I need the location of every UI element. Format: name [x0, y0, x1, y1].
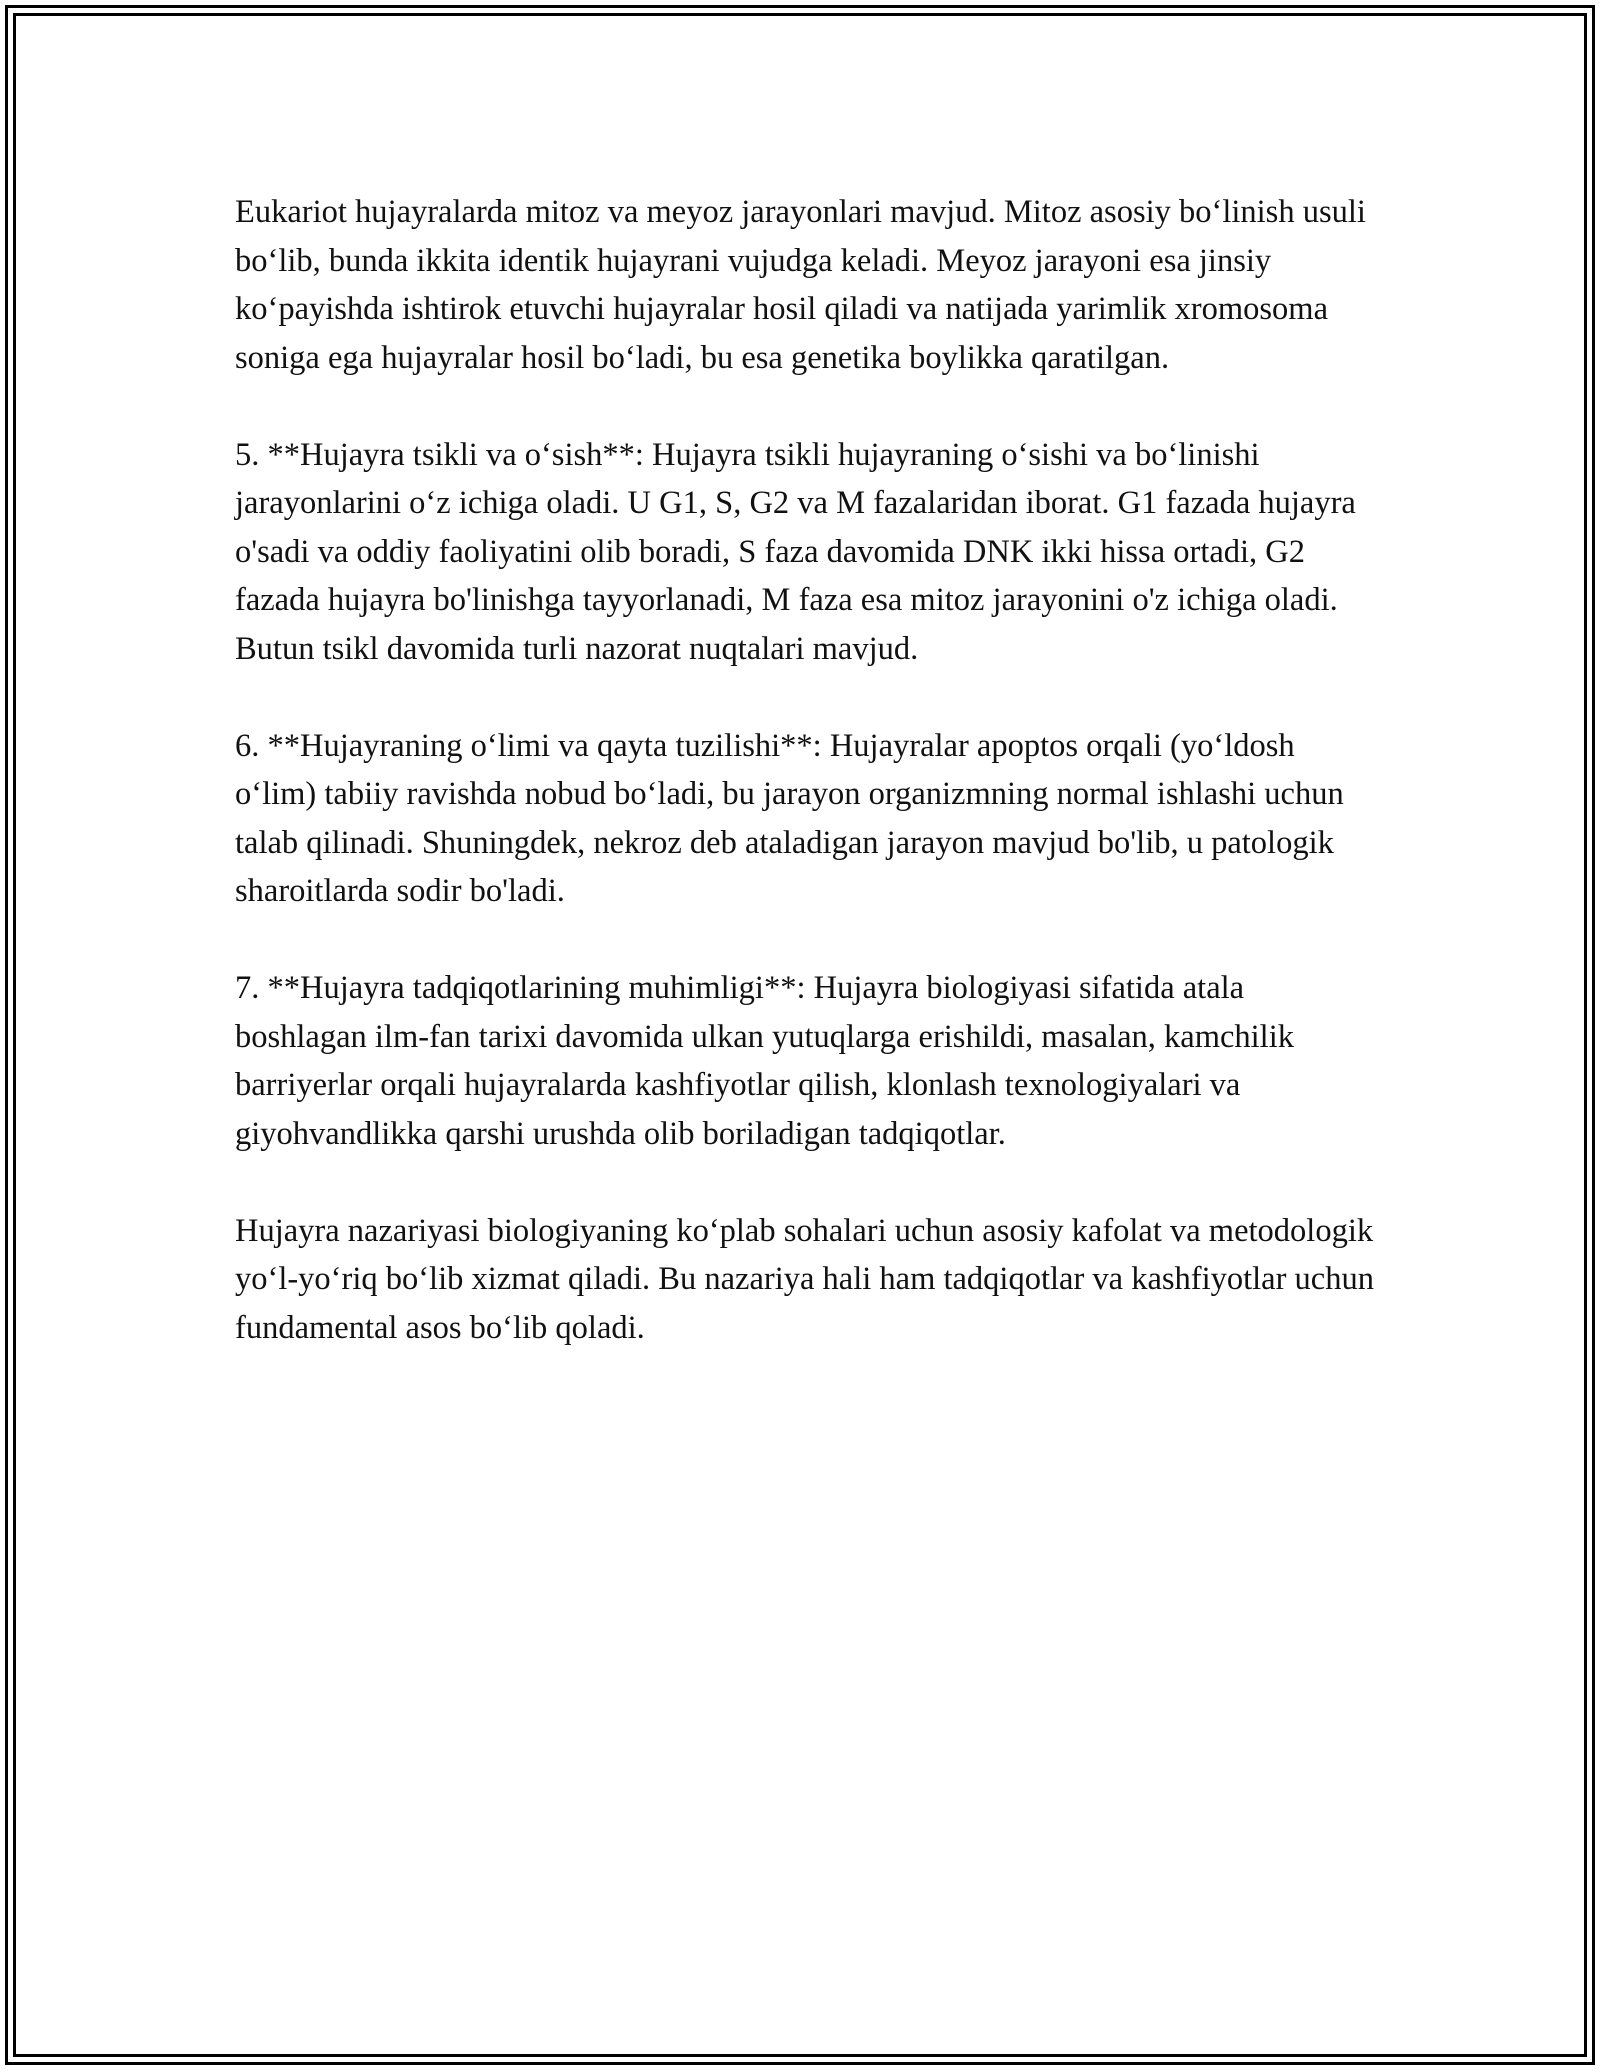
- paragraph-research-importance: 7. **Hujayra tadqiqotlarining muhimligi**: Hujayra biologiyasi sifatida atala boshlagan ilm-fan tarixi davomida ulkan yutuqlarga erishildi, masalan, kamchilik barriyerlar orqali hujayralarda kashfiyotlar qilish, klonlash texnologiyalari va giyohvandlikka qarshi urushda olib boriladigan tadqiqotlar.: [235, 970, 1294, 1152]
- paragraph-cell-cycle: 5. **Hujayra tsikli va o‘sish**: Hujayra tsikli hujayraning o‘sishi va bo‘linishi jarayonlarini o‘z ichiga oladi. U G1, S, G2 va M fazalaridan iborat. G1 fazada hujayra o'sadi va oddiy faoliyatini olib boradi, S faza davomida DNK ikki hissa ortadi, G2 fazada hujayra bo'linishga tayyorlanadi, M faza esa mitoz jarayonini o'z ichiga oladi. Butun tsikl davomida turli nazorat nuqtalari mavjud.: [235, 436, 1356, 667]
- document-body: [235, 188, 1375, 1401]
- paragraph-mitosis-meiosis: Eukariot hujayralarda mitoz va meyoz jarayonlari mavjud. Mitoz asosiy bo‘linish usuli bo‘lib, bunda ikkita identik hujayrani vujudga keladi. Meyoz jarayoni esa jinsiy ko‘payishda ishtirok etuvchi hujayralar hosil qiladi va natijada yarimlik xromosoma soniga ega hujayralar hosil bo‘ladi, bu esa genetika boylikka qaratilgan.: [235, 194, 1366, 376]
- paragraph-cell-death: 6. **Hujayraning o‘limi va qayta tuzilishi**: Hujayralar apoptos orqali (yo‘ldosh o‘lim) tabiiy ravishda nobud bo‘ladi, bu jarayon organizmning normal ishlashi uchun talab qilinadi. Shuningdek, nekroz deb ataladigan jarayon mavjud bo'lib, u patologik sharoitlarda sodir bo'ladi.: [235, 727, 1344, 909]
- paragraph-conclusion: Hujayra nazariyasi biologiyaning ko‘plab sohalari uchun asosiy kafolat va metodologik yo‘l-yo‘riq bo‘lib xizmat qiladi. Bu nazariya hali ham tadqiqotlar va kashfiyotlar uchun fundamental asos bo‘lib qoladi.: [235, 1212, 1374, 1346]
